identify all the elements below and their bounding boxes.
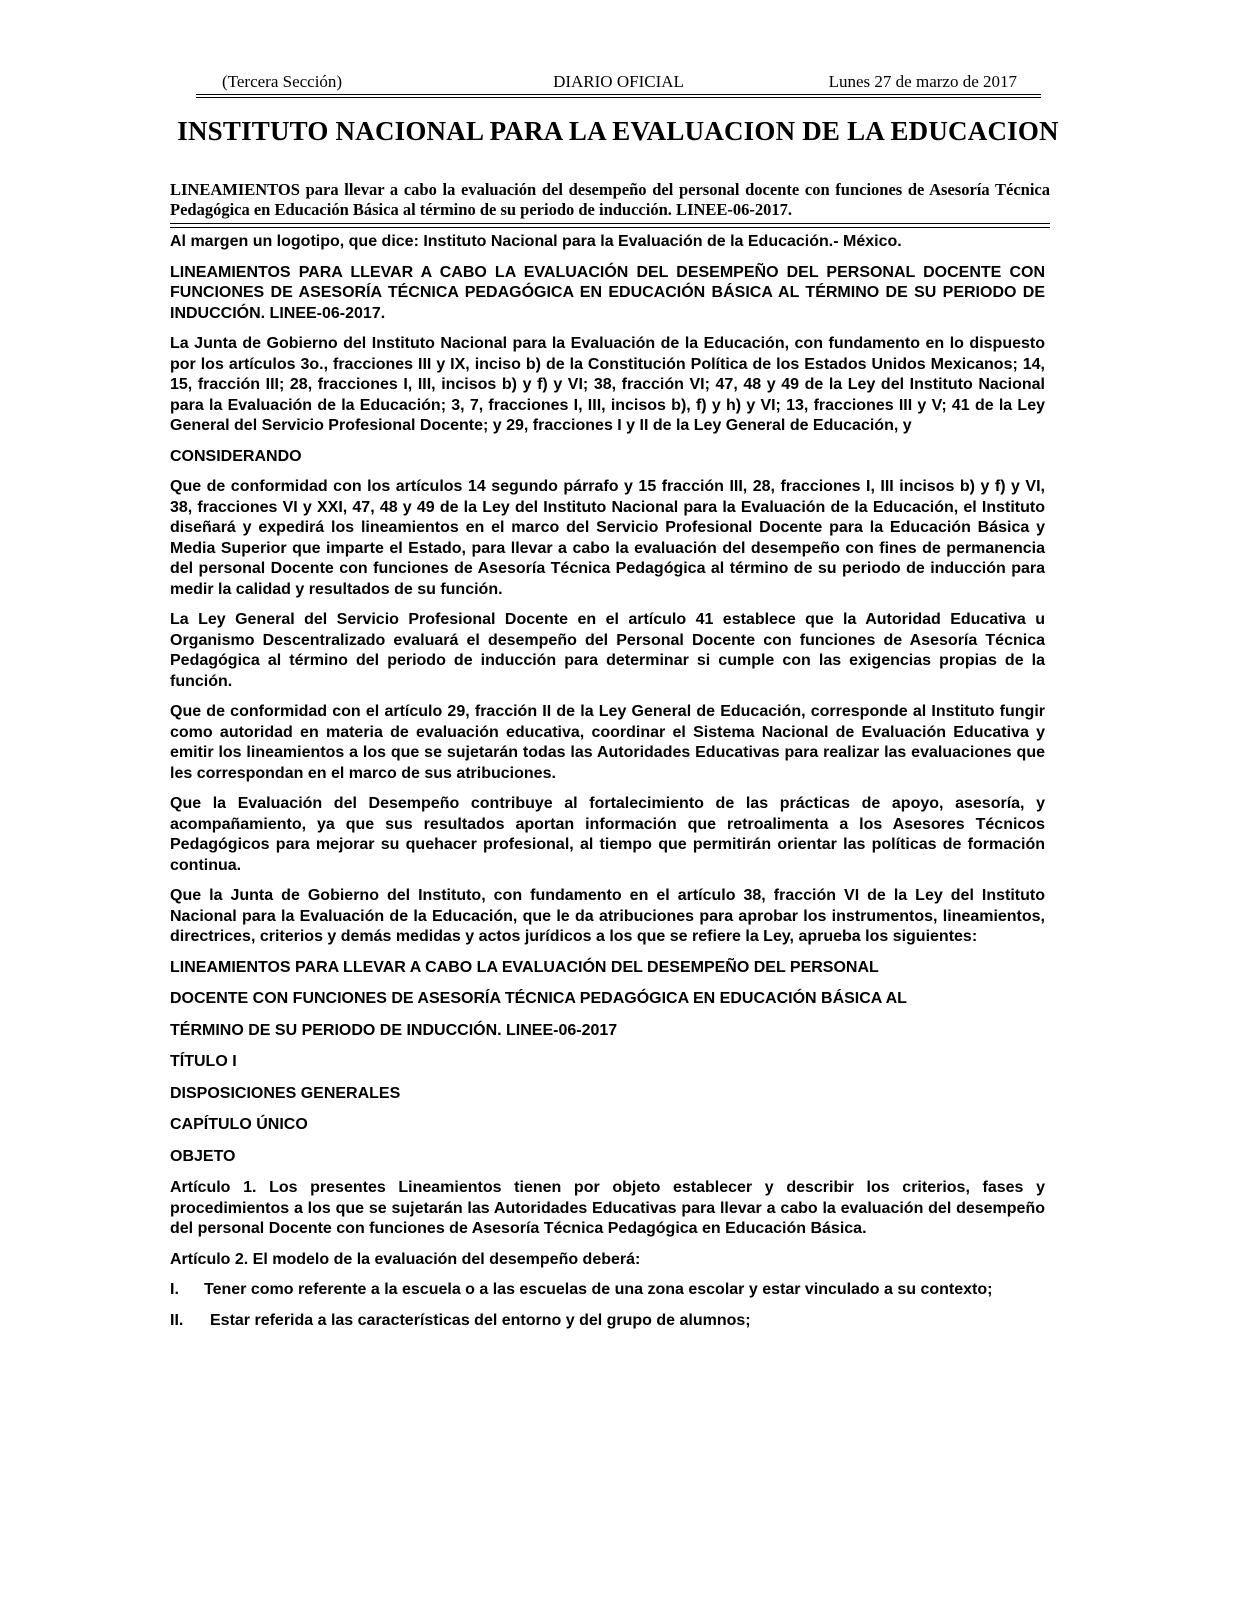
- disposiciones-heading: DISPOSICIONES GENERALES: [170, 1084, 401, 1102]
- considerando-paragraph-5: Que la Junta de Gobierno del Instituto, con fundamento en el artículo 38, fracción VI de la Ley del Instituto Nacional para la Evaluación de la Educación, que le da atribuciones para aprobar los instrumentos, lineamientos, directrices, criterios y demás medidas y actos jurídicos a los que se refiere la Ley, aprueba los siguientes:: [170, 887, 1045, 945]
- considerando-paragraph-3: Que de conformidad con el artículo 29, fracción II de la Ley General de Educación, corresponde al Instituto fungir como autoridad en materia de evaluación educativa, coordinar el Sistema Nacional de Evaluación Educativa y emitir los lineamientos a los que se sujetarán todas las Autoridades Educativas para realizar las evaluaciones que les correspondan en el marco de sus atribuciones.: [170, 703, 1045, 782]
- lineamientos-title-line-2: DOCENTE CON FUNCIONES DE ASESORÍA TÉCNICA PEDAGÓGICA EN EDUCACIÓN BÁSICA AL: [170, 990, 907, 1007]
- list-item-text: Estar referida a las características del entorno y del grupo de alumnos;: [210, 1311, 751, 1329]
- running-header: [196, 72, 1041, 94]
- lineamientos-title-line-3: TÉRMINO DE SU PERIODO DE INDUCCIÓN. LINEE-06-2017: [170, 1021, 618, 1039]
- logo-note: Al margen un logotipo, que dice: Instituto Nacional para la Evaluación de la Educación.- México.: [170, 233, 902, 250]
- considerando-paragraph-4: Que la Evaluación del Desempeño contribuye al fortalecimiento de las prácticas de apoyo, asesoría, y acompañamiento, ya que sus resultados aportan información que retroalimenta a los Asesores Técnicos Pedagógicos para mejorar su quehacer profesional, al tiempo que permitirán orientar las políticas de formación continua.: [170, 795, 1045, 874]
- list-item: [170, 1280, 1045, 1301]
- document-body: [170, 232, 1045, 1341]
- titulo-heading: TÍTULO I: [170, 1053, 237, 1070]
- list-item: [170, 1311, 1045, 1332]
- considerando-paragraph-2: La Ley General del Servicio Profesional Docente en el artículo 41 establece que la Autoridad Educativa u Organismo Descentralizado evaluará el desempeño del Personal Docente con funciones de Asesoría Técnica Pedagógica al término del periodo de inducción para determinar si cumple con las exigencias propias de la función.: [170, 611, 1045, 690]
- list-item-number: II.: [170, 1311, 184, 1329]
- header-publication: DIARIO OFICIAL: [553, 72, 684, 91]
- header-date: Lunes 27 de marzo de 2017: [828, 72, 1017, 91]
- considerando-heading: CONSIDERANDO: [170, 447, 302, 465]
- capitulo-heading: CAPÍTULO ÚNICO: [170, 1116, 308, 1133]
- lineamientos-title-line-1: LINEAMIENTOS PARA LLEVAR A CABO LA EVALUACIÓN DEL DESEMPEÑO DEL PERSONAL: [170, 958, 879, 976]
- objeto-heading: OBJETO: [170, 1147, 236, 1165]
- articulo-1: Artículo 1. Los presentes Lineamientos tienen por objeto establecer y describir los criterios, fases y procedimientos a los que se sujetarán las Autoridades Educativas para llevar a cabo la evaluación del desempeño del personal Docente con funciones de Asesoría Técnica Pedagógica en Educación Básica.: [170, 1179, 1045, 1237]
- institute-title-block: [160, 114, 1076, 148]
- header-section: (Tercera Sección): [222, 72, 343, 91]
- considerando-paragraph-1: Que de conformidad con los artículos 14 segundo párrafo y 15 fracción III, 28, fracciones I, III incisos b) y f) y VI, 38, fracciones VI y XXI, 47, 48 y 49 de la Ley del Instituto Nacional para la Evaluación de la Educación, el Instituto diseñará y expedirá los lineamientos en el marco del Servicio Profesional Docente para la Educación Básica y Media Superior que imparte el Estado, para llevar a cabo la evaluación del desempeño con fines de permanencia del personal Docente con funciones de Asesoría Técnica Pedagógica al término de su periodo de inducción para medir la calidad y resultados de su función.: [170, 478, 1045, 598]
- subtitle-rule-top: [170, 223, 1050, 224]
- header-rule-top: [196, 94, 1041, 95]
- heading-lineamientos: LINEAMIENTOS PARA LLEVAR A CABO LA EVALUACIÓN DEL DESEMPEÑO DEL PERSONAL DOCENTE CON FUNCIONES DE ASESORÍA TÉCNICA PEDAGÓGICA EN EDUCACIÓN BÁSICA AL TÉRMINO DE SU PERIODO DE INDUCCIÓN. LINEE-06-2017.: [170, 263, 1045, 322]
- list-item-text: Tener como referente a la escuela o a las escuelas de una zona escolar y estar vinculado a su contexto;: [204, 1281, 993, 1298]
- preamble-paragraph: La Junta de Gobierno del Instituto Nacional para la Evaluación de la Educación, con fundamento en lo dispuesto por los artículos 3o., fracciones III y IX, inciso b) de la Constitución Política de los Estados Unidos Mexicanos; 14, 15, fracción III; 28, fracciones I, III, incisos b) y f) y VI; 38, fracción VI; 47, 48 y 49 de la Ley del Instituto Nacional para la Evaluación de la Educación; 3, 7, fracciones I, III, incisos b), f) y h) y VI; 13, fracciones III y V; 41 de la Ley General del Servicio Profesional Docente; y 29, fracciones I y II de la Ley General de Educación, y: [170, 335, 1045, 434]
- subtitle-rule-bottom: [170, 227, 1050, 228]
- articulo-2: Artículo 2. El modelo de la evaluación del desempeño deberá:: [170, 1250, 641, 1268]
- document-subtitle: LINEAMIENTOS para llevar a cabo la evaluación del desempeño del personal docente con funciones de Asesoría Técnica Pedagógica en Educación Básica al término de su periodo de inducción. LINEE-06-2017.: [170, 180, 1050, 219]
- institute-title: INSTITUTO NACIONAL PARA LA EVALUACION DE LA EDUCACION: [177, 116, 1059, 146]
- header-rule-bottom: [196, 97, 1041, 98]
- list-item-number: I.: [170, 1281, 179, 1298]
